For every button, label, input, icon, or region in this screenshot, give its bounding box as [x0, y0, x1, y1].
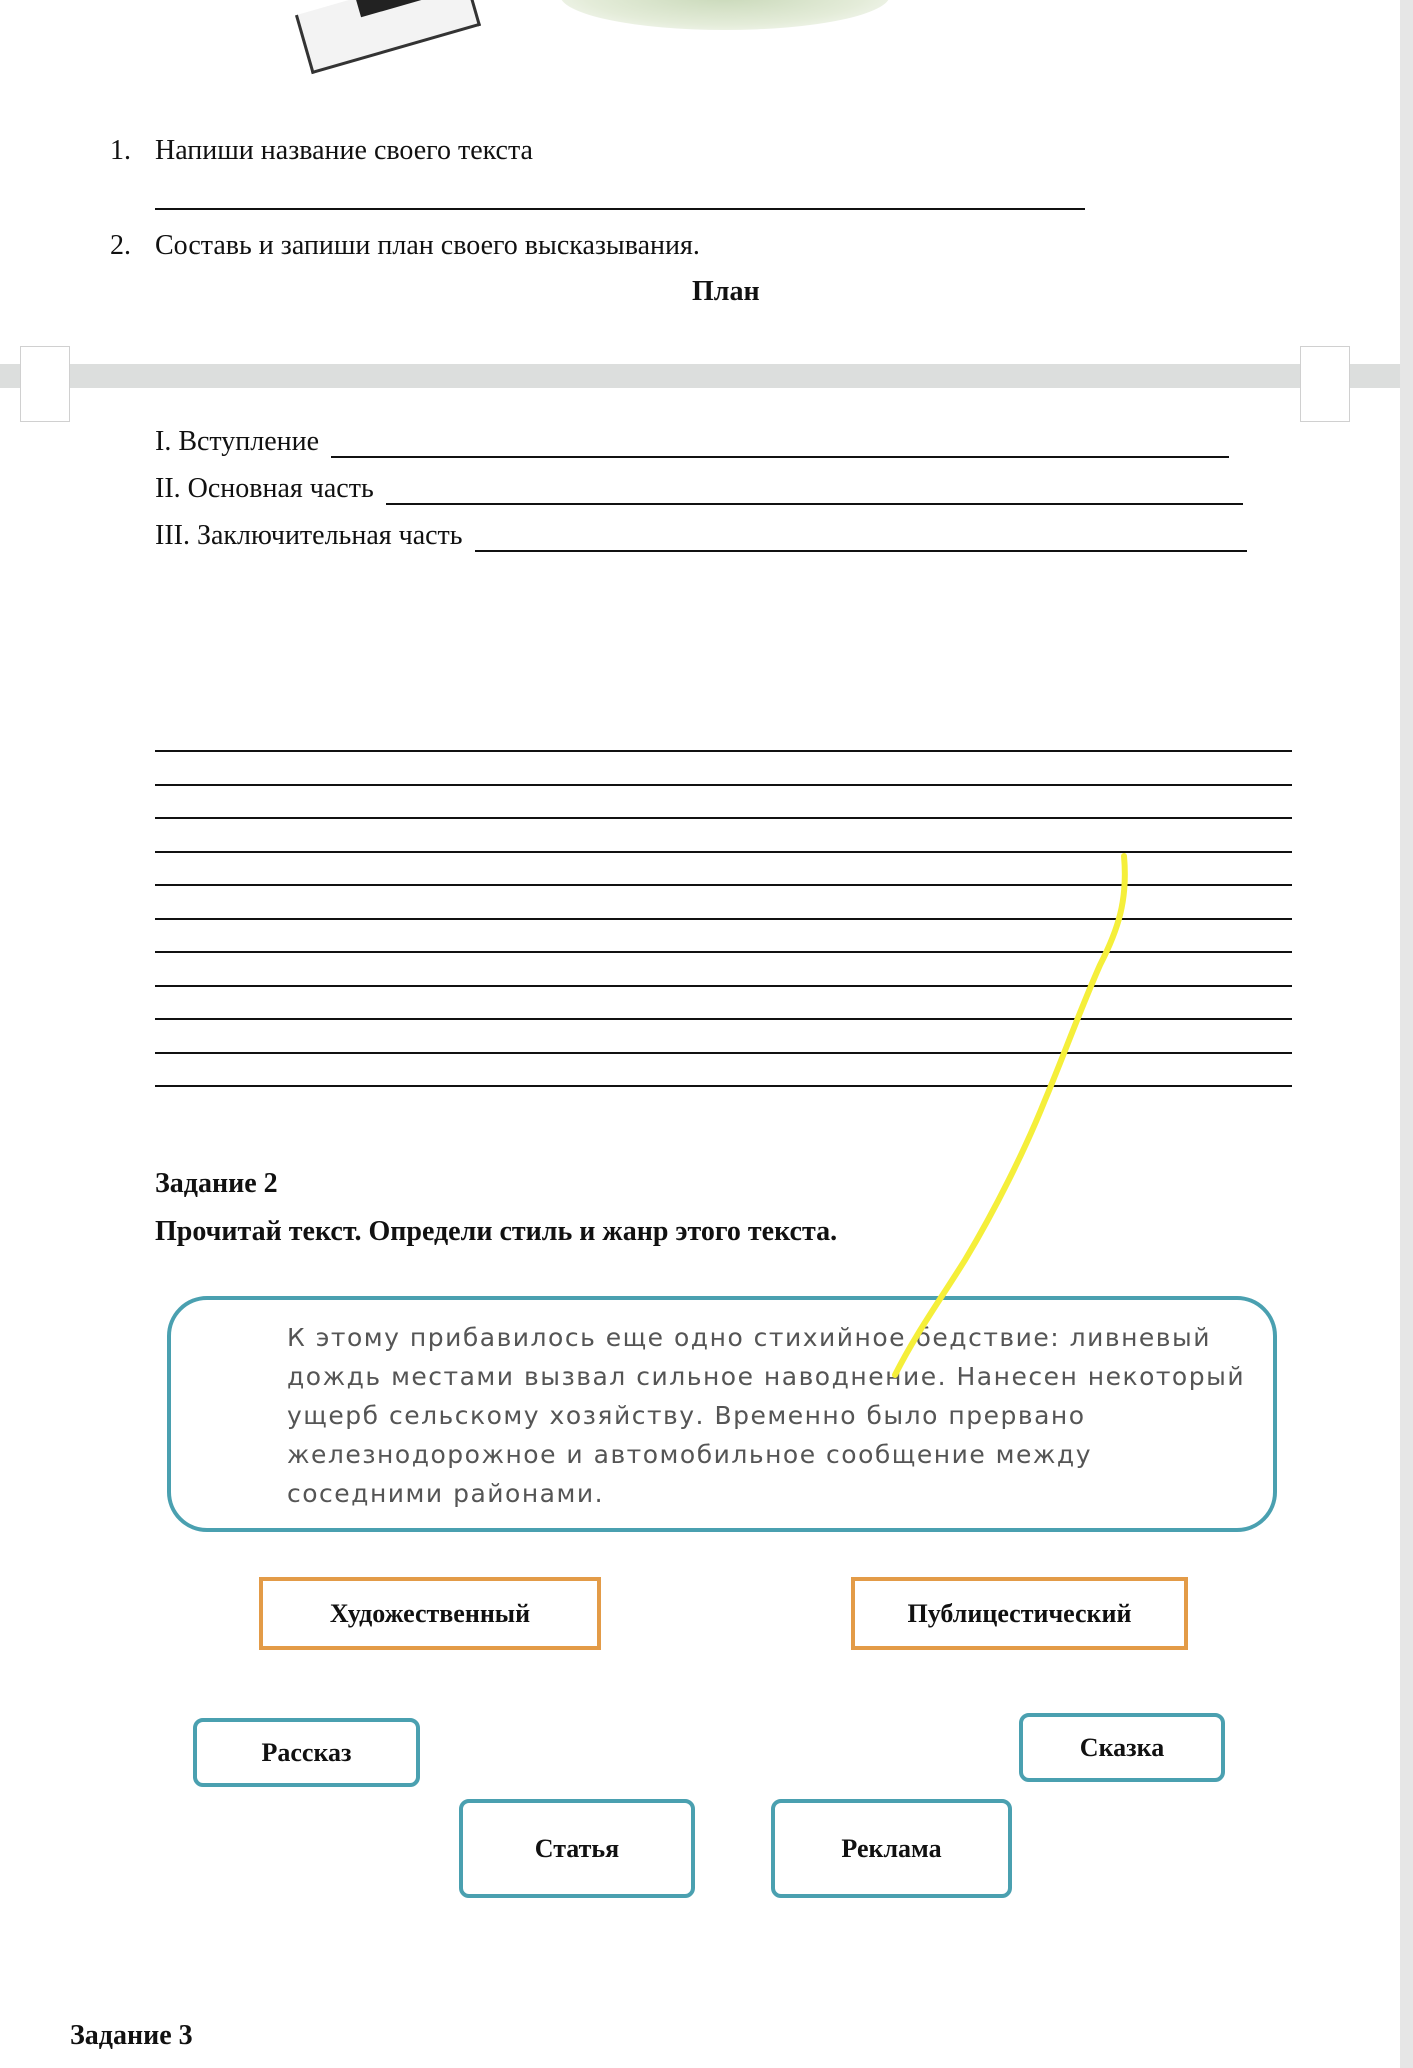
plan-row-label: I. Вступление [155, 426, 320, 457]
passage-text: К этому прибавилось еще одно стихийное бедствие: ливневый дождь местами вызвал сильное наводнение. Нанесен некоторый ущерб сельскому хозяйству. Временно было прервано железнодорожное и автомобильное сообщение между соседними районами. [287, 1323, 1246, 1508]
style-option-artistic[interactable]: Художественный [259, 1577, 601, 1650]
question-number: 2. [110, 230, 131, 261]
task2-title: Задание 2 [155, 1168, 278, 1199]
genre-option-story[interactable]: Рассказ [193, 1718, 420, 1787]
genre-option-fairytale[interactable]: Сказка [1019, 1713, 1225, 1782]
question-text: Напиши название своего текста [155, 135, 533, 166]
highlighter-stroke-path [895, 856, 1125, 1375]
task3-title: Задание 3 [70, 2020, 193, 2051]
genre-option-advertisement[interactable]: Реклама [771, 1799, 1012, 1898]
plan-row-label: II. Основная часть [155, 473, 374, 504]
plan-row-label: III. Заключительная часть [155, 520, 463, 551]
genre-option-article[interactable]: Статья [459, 1799, 695, 1898]
style-option-publicistic[interactable]: Публицестический [851, 1577, 1188, 1650]
plan-title: План [692, 276, 760, 307]
task2-instruction: Прочитай текст. Определи стиль и жанр этого текста. [155, 1216, 838, 1247]
question-number: 1. [110, 135, 131, 166]
question-text: Составь и запиши план своего высказывания. [155, 230, 700, 261]
